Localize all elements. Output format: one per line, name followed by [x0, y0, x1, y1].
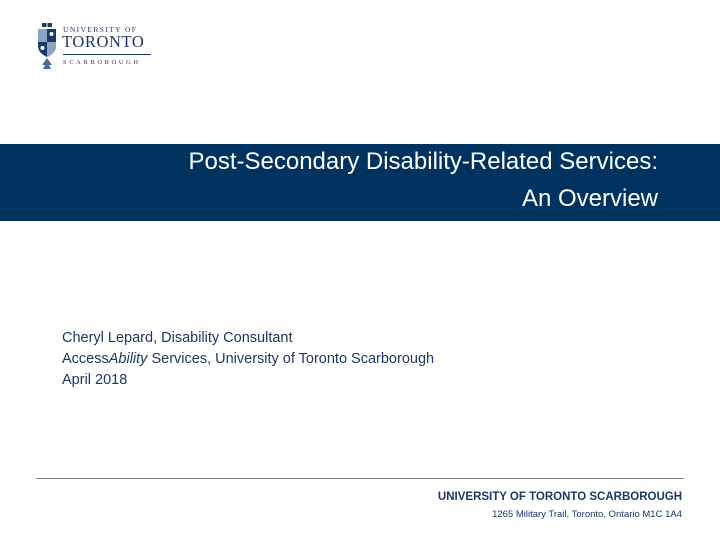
footer-divider [36, 478, 684, 479]
footer-address: 1265 Military Trail, Toronto, Ontario M1C 1A4 [492, 509, 682, 520]
logo-text-university-of: UNIVERSITY OF [63, 25, 138, 34]
logo-text-scarborough: SCARBOROUGH [63, 59, 141, 66]
logo-divider [63, 54, 151, 55]
department-prefix: Access [62, 351, 109, 367]
slide-title-line-2: An Overview [521, 185, 658, 212]
author-name: Cheryl Lepard, Disability Consultant [62, 330, 293, 346]
slide-title-line-1: Post-Secondary Disability-Related Services: [188, 148, 658, 175]
presentation-date: April 2018 [62, 372, 128, 388]
department-rest: Services, University of Toronto Scarborough [147, 351, 435, 367]
university-logo [36, 22, 156, 74]
footer-institution: UNIVERSITY OF TORONTO SCARBOROUGH [437, 491, 682, 503]
university-crest-icon [36, 22, 58, 70]
author-block [62, 328, 434, 391]
author-department [62, 349, 434, 370]
logo-text-toronto: TORONTO [62, 32, 145, 51]
department-italic: Ability [108, 351, 148, 367]
title-band [0, 144, 720, 221]
